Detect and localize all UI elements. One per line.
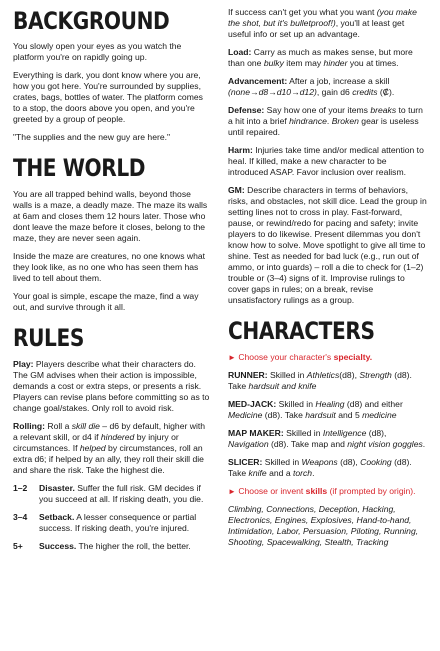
result-row: [13, 483, 211, 505]
gm-rule: [228, 185, 428, 306]
background-paragraph: You slowly open your eyes as you watch the platform you're on rapidly going up.: [13, 41, 182, 62]
background-paragraph: Everything is dark, you dont know where you are, how you got here. You're surrounded by supplies, crates, bags, bottles of water. The platform comes to a stop, the doors above you open, and you're greeted by a group of people.: [13, 70, 203, 124]
specialty-text: .: [312, 468, 315, 479]
specialty-text: (d8). Take: [262, 410, 306, 421]
specialty-name: SLICER:: [228, 457, 263, 468]
specialty-term: Weapons: [301, 457, 338, 468]
result-title: Success.: [39, 541, 77, 551]
rule-term: Broken: [331, 116, 359, 126]
partial-success-rule: [228, 7, 428, 40]
rule-text: to turn a hit into a brief: [228, 105, 423, 126]
result-title: Disaster.: [39, 483, 75, 493]
prompt-emphasis: specialty.: [333, 352, 373, 362]
rolling-text: Roll a: [44, 421, 72, 431]
rule-text: Describe characters in terms of behaviors, risks, and obstacles, not skill dice. Lead the group in setting lines not to cross in play. Fast-forward, pause, or rewind/redo for pacing and safety; invite players to do likewise. Present dilemmas you don't know how to solve. Move spotlight to give all time to shine. Test as needed for bad luck (e.g., run out of ammo, or into guards) – roll a die to check for (1–2) trouble or (3–4) signs of it. Improvise rulings to cover gaps in rules; on a break, revise unsatisfactory rulings as a group.: [228, 185, 427, 305]
rolling-label: Rolling:: [13, 421, 45, 431]
prompt-text: Choose your character's: [238, 352, 334, 362]
advancement-rule: [228, 76, 428, 98]
play-label: Play:: [13, 359, 34, 369]
specialty-name: MAP MAKER:: [228, 428, 284, 439]
rolling-text: by injury or circumstances. If: [13, 432, 179, 453]
specialty-text: (d8). Take: [228, 370, 412, 392]
load-label: Load:: [228, 47, 252, 57]
arrow-right-icon: ►: [228, 353, 236, 362]
result-desc: A lesser consequence or partial success. If risking death, you're injured.: [39, 512, 197, 533]
specialty-term: hardsuit: [305, 410, 336, 421]
specialty-text: and a: [266, 468, 293, 479]
specialty-term: Navigation: [228, 439, 269, 450]
rolling-term: skill die: [71, 421, 100, 431]
world-paragraph: Inside the maze are creatures, no one knows what they look like, as no one who has seen them has lived to tell about them.: [13, 251, 206, 283]
rule-term: (none→d8→d10→d12): [228, 87, 317, 97]
specialty-term: Healing: [315, 399, 345, 410]
rule-text: Carry as much as makes sense, but more than one: [228, 47, 413, 68]
specialty-text: .: [422, 439, 426, 450]
world-paragraph: You are all trapped behind walls, beyond those walls is a maze, a deadly maze. The maze its walls at 6am and closes them 12 hours later. Those who dont leave the maze before it closes, belong to the maze, they are never seen again.: [13, 189, 208, 243]
specialty-term: Medicine: [228, 410, 263, 421]
specialty-term: Athletics: [306, 370, 340, 381]
gm-label: GM:: [228, 185, 245, 195]
rules-heading: RULES: [13, 324, 84, 352]
world-paragraph: Your goal is simple, escape the maze, find a way out, and survive through it all.: [13, 291, 199, 312]
specialty-name: MED-JACK:: [228, 399, 277, 410]
choose-skills-prompt: [228, 486, 428, 497]
rolling-term: hindered: [100, 432, 135, 442]
result-text: [39, 512, 211, 534]
play-rule: [13, 359, 211, 414]
rule-text: , gain d6: [316, 87, 353, 97]
right-column: [228, 7, 428, 555]
specialty-term: medicine: [362, 410, 397, 421]
arrow-right-icon: ►: [228, 487, 236, 497]
rule-text: Injuries take time and/or medical attention to heal. If killed, make a new character to be introduced ASAP. Favor inclusion over realism.: [228, 145, 424, 177]
rule-term: credits: [352, 87, 378, 97]
specialty-map-maker: [228, 428, 428, 450]
result-text: [39, 541, 211, 552]
rule-text: item may: [283, 58, 324, 68]
choose-specialty-prompt: [228, 352, 428, 363]
rule-text: If success can't get you what you want: [228, 7, 377, 17]
specialty-text: (d8). Take map and: [268, 439, 348, 450]
rolling-text: by circumstances, roll an extra d6; if helped by an ally, they roll their skill die and share the risk. Take the highest die.: [13, 443, 204, 475]
specialty-term: torch: [292, 468, 313, 479]
rule-text: .: [326, 116, 332, 126]
rule-term: breaks: [370, 105, 397, 115]
rolling-text: – d6 by default, higher with a relevant skill, or d4 if: [13, 421, 206, 442]
result-title: Setback.: [39, 512, 75, 522]
rule-text: (₡).: [377, 87, 395, 97]
result-text: [39, 483, 211, 505]
characters-heading: CHARACTERS: [228, 317, 375, 345]
result-desc: The higher the roll, the better.: [76, 541, 191, 551]
specialty-term: knife: [248, 468, 267, 479]
rule-text: Say how one of your items: [264, 105, 371, 115]
specialty-text: (d8) and either: [344, 399, 403, 410]
world-heading: THE WORLD: [13, 154, 146, 182]
specialty-term: hardsuit and knife: [248, 381, 317, 392]
result-range: 1–2: [13, 483, 28, 493]
specialty-text: Skilled in: [270, 370, 307, 381]
prompt-text: (if prompted by origin).: [327, 486, 416, 497]
defense-label: Defense:: [228, 105, 265, 115]
specialty-text: (d8),: [337, 457, 361, 468]
background-quote: "The supplies and the new guy are here.": [13, 132, 171, 142]
defense-rule: [228, 105, 428, 138]
result-desc: Suffer the full risk. GM decides if you succeed at all. If risking death, you die.: [39, 483, 204, 504]
specialty-term: Cooking: [360, 457, 392, 468]
specialty-med-jack: [228, 399, 428, 421]
rule-text: gear is useless until repaired.: [228, 116, 419, 137]
specialty-text: (d8),: [366, 428, 387, 439]
skills-list: Climbing, Connections, Deception, Hacking, Electronics, Engines, Explosives, Hand-to-hand, Intimidation, Labor, Persuasion, Piloting, Running, Shooting, Spacewalking, Stealth, Tracking: [228, 504, 419, 548]
specialty-term: night vision goggles: [347, 439, 423, 450]
rule-term: bulky: [263, 58, 284, 68]
specialty-text: (d8). Take: [228, 457, 412, 479]
specialty-text: Skilled in: [286, 428, 323, 439]
result-row: [13, 541, 211, 552]
rule-text: you at times.: [347, 58, 399, 68]
harm-label: Harm:: [228, 145, 253, 155]
rule-text: , you'll at least get useful info or set up an advantage.: [228, 18, 405, 39]
prompt-text: Choose or invent: [238, 486, 306, 497]
rule-term: hindrance: [289, 116, 327, 126]
result-range: 3–4: [13, 512, 28, 522]
rolling-rule: [13, 421, 211, 476]
result-range: 5+: [13, 541, 23, 551]
rolling-term: helped: [79, 443, 106, 453]
specialty-text: and 5: [335, 410, 363, 421]
result-row: [13, 512, 211, 534]
advancement-label: Advancement:: [228, 76, 288, 86]
specialty-text: (d8),: [339, 370, 360, 381]
specialty-text: Skilled in: [278, 399, 316, 410]
background-heading: BACKGROUND: [13, 7, 170, 35]
specialty-term: Strength: [359, 370, 392, 381]
rule-term: hinder: [323, 58, 348, 68]
harm-rule: [228, 145, 428, 178]
specialty-term: Intelligence: [322, 428, 367, 439]
left-column: [13, 0, 211, 559]
specialty-runner: [228, 370, 428, 392]
specialty-slicer: [228, 457, 428, 479]
rule-text: After a job, increase a skill: [287, 76, 390, 86]
specialty-name: RUNNER:: [228, 370, 268, 381]
prompt-emphasis: skills: [305, 486, 328, 497]
play-text: Players describe what their characters do. The GM advises when their action is impossible, demands a cost or extra steps, or presents a risk. Players can revise plans before committing so as to change goal/stakes. Only roll to avoid risk.: [13, 359, 210, 413]
specialty-text: Skilled in: [264, 457, 302, 468]
load-rule: [228, 47, 428, 69]
rule-term: (you make the shot, but it's bulletproof!): [228, 7, 417, 28]
